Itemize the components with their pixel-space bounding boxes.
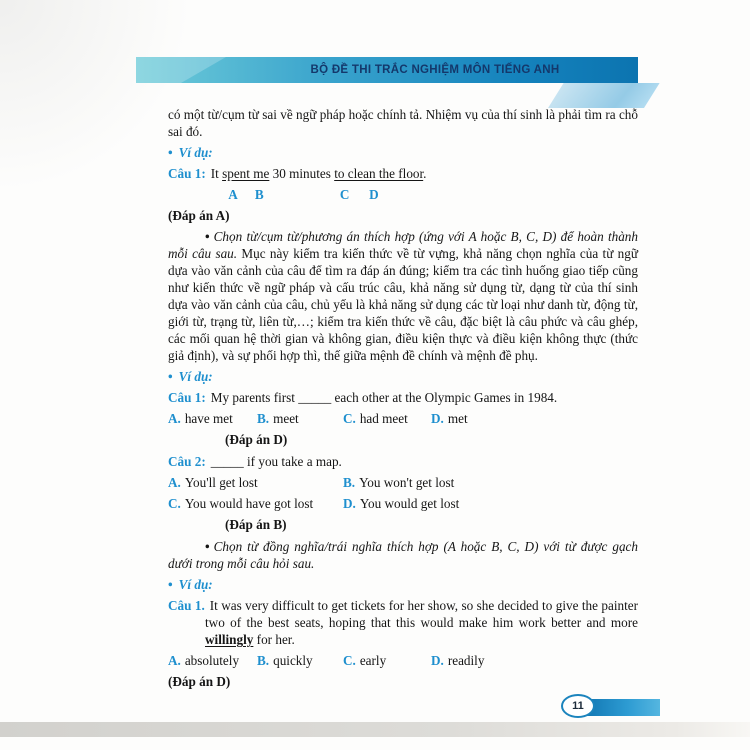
- question-cau1-synonym: [168, 597, 638, 648]
- page-header: [136, 57, 638, 83]
- option-letter: B.: [257, 653, 270, 668]
- section-instruction-completion: [168, 228, 638, 364]
- underlined-word: willingly: [205, 632, 254, 647]
- option-text: readily: [447, 653, 485, 668]
- answer-line-2: (Đáp án D): [225, 432, 288, 447]
- bottom-edge-strip: [0, 722, 750, 737]
- option-text: You would get lost: [359, 496, 460, 511]
- question-text-segment: for her.: [253, 632, 295, 647]
- option-item: [431, 410, 468, 427]
- answer-letter-row: [168, 186, 638, 203]
- option-letter: D.: [343, 496, 356, 511]
- bullet-icon: •: [168, 145, 173, 160]
- answer-line-3: (Đáp án B): [225, 517, 287, 532]
- option-letter: D.: [431, 653, 444, 668]
- page-number: 11: [572, 700, 584, 712]
- options-row-synonym-q1: [168, 652, 638, 669]
- option-item: [168, 474, 343, 491]
- option-item: [257, 410, 343, 427]
- option-letter: B.: [343, 475, 356, 490]
- example-label-3: [168, 576, 638, 593]
- option-item: [343, 652, 431, 669]
- options-row-completion-q2a: [168, 474, 638, 491]
- option-item: [168, 410, 257, 427]
- option-item: [343, 410, 431, 427]
- answer-letter-d: D: [369, 187, 379, 202]
- option-letter: A.: [168, 475, 181, 490]
- question-text: My parents first _____ each other at the Olympic Games in 1984.: [210, 390, 558, 405]
- options-row-completion-q2b: [168, 495, 638, 512]
- answer-letter-b: B: [254, 187, 264, 202]
- intro-paragraph: có một từ/cụm từ sai về ngữ pháp hoặc chính tả. Nhiệm vụ của thí sinh là phải tìm ra chỗ sai đó.: [168, 107, 638, 139]
- question-text-segment: It: [210, 166, 223, 181]
- option-text: You'll get lost: [184, 475, 258, 490]
- option-text: had meet: [359, 411, 408, 426]
- instruction-italic: Chọn từ đồng nghĩa/trái nghĩa thích hợp (A hoặc B, C, D) với từ được gạch dưới trong mỗi câu hỏi sau.: [168, 539, 638, 571]
- header-ribbon-decoration: [548, 83, 660, 108]
- option-item: [343, 495, 459, 512]
- answer-line-4: (Đáp án D): [168, 674, 231, 689]
- instruction-description: Mục này kiểm tra kiến thức về từ vựng, khả năng chọn nghĩa của từ ngữ dựa vào văn cảnh của câu để tìm ra đáp án đúng; kiểm tra các tình huống giao tiếp cũng như kiến thức về ngữ pháp và cấu trúc câu, khả năng sử dụng từ, dạng từ của thí sinh dựa vào văn cảnh của câu, chủ yếu là khả năng sử dụng các từ loại như danh từ, động từ, giới từ, trạng từ, liên từ,…; kiểm tra kiến thức về câu, đặc biệt là câu phức và câu ghép, các mối quan hệ thời gian và không gian, điều kiện thực và điều kiện không thực (thức giả định), và sự phối hợp thì, thế giữa mệnh đề chính và mệnh đề phụ.: [168, 246, 638, 363]
- example-label-2: [168, 368, 638, 385]
- question-cau2-completion: [168, 453, 638, 470]
- question-text-segment: It was very difficult to get tickets for her show, so she decided to give the painter two of the best seats, hoping that this would make him work better and more: [205, 598, 638, 630]
- question-cau1-completion: [168, 389, 638, 406]
- option-item: [168, 495, 343, 512]
- answer-line-1: (Đáp án A): [168, 208, 230, 223]
- question-label: Câu 1:: [168, 166, 206, 181]
- section-instruction-synonym: [168, 538, 638, 572]
- option-text: met: [447, 411, 468, 426]
- bullet-icon: •: [205, 539, 210, 554]
- option-letter: D.: [431, 411, 444, 426]
- option-text: You won't get lost: [359, 475, 455, 490]
- underlined-phrase-ab: spent me: [222, 166, 270, 181]
- option-letter: A.: [168, 411, 181, 426]
- option-text: absolutely: [184, 653, 240, 668]
- question-text-segment: .: [423, 166, 427, 181]
- question-label: Câu 1:: [168, 390, 206, 405]
- option-text: You would have got lost: [184, 496, 314, 511]
- underlined-phrase-cd: to clean the floor: [334, 166, 424, 181]
- option-letter: C.: [168, 496, 181, 511]
- page-header-title: BỘ ĐỀ THI TRẮC NGHIỆM MÔN TIẾNG ANH: [310, 64, 560, 76]
- answer-letter-c: C: [339, 187, 350, 202]
- page-number-badge: [561, 694, 595, 718]
- option-text: have met: [184, 411, 233, 426]
- option-item: [343, 474, 454, 491]
- instruction-italic: Chọn từ/cụm từ/phương án thích hợp (ứng với A hoặc B, C, D) để hoàn thành mỗi câu sau.: [168, 229, 638, 261]
- option-letter: C.: [343, 411, 356, 426]
- option-text: early: [359, 653, 387, 668]
- bullet-icon: •: [205, 229, 210, 244]
- bullet-icon: •: [168, 577, 173, 592]
- option-letter: A.: [168, 653, 181, 668]
- option-text: quickly: [273, 653, 313, 668]
- option-item: [431, 652, 484, 669]
- options-row-completion-q1: [168, 410, 638, 427]
- option-item: [168, 652, 257, 669]
- example-label-text: Ví dụ:: [178, 369, 213, 384]
- question-cau1-error: [168, 165, 638, 182]
- page-content: [168, 106, 638, 694]
- option-text: meet: [273, 411, 299, 426]
- option-letter: C.: [343, 653, 356, 668]
- example-label-text: Ví dụ:: [178, 577, 213, 592]
- answer-letter-a: A: [228, 187, 238, 202]
- bullet-icon: •: [168, 369, 173, 384]
- example-label-1: [168, 144, 638, 161]
- question-label: Câu 2:: [168, 454, 206, 469]
- question-text: _____ if you take a map.: [210, 454, 342, 469]
- option-letter: B.: [257, 411, 270, 426]
- example-label-text: Ví dụ:: [178, 145, 213, 160]
- question-label: Câu 1.: [168, 598, 205, 613]
- question-text-segment: 30 minutes: [269, 166, 335, 181]
- option-item: [257, 652, 343, 669]
